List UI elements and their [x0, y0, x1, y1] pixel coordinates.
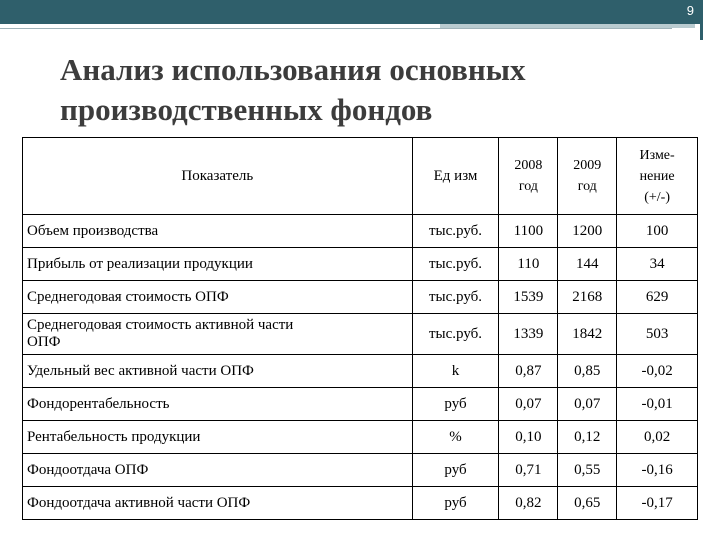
- row-2009: 0,55: [558, 454, 617, 487]
- row-name: Удельный вес активной части ОПФ: [23, 355, 413, 388]
- row-2008: 0,07: [499, 388, 558, 421]
- header-indicator: Показатель: [23, 138, 413, 215]
- header-change-line-2: нение: [639, 168, 675, 184]
- row-change: -0,16: [617, 454, 698, 487]
- row-unit: руб: [412, 454, 499, 487]
- row-name: Прибыль от реализации продукции: [23, 248, 413, 281]
- row-2008: 1539: [499, 281, 558, 314]
- row-2009: 1842: [558, 314, 617, 355]
- row-2008: 1339: [499, 314, 558, 355]
- row-name: Рентабельность продукции: [23, 421, 413, 454]
- title-line-1: Анализ использования основных: [60, 52, 526, 87]
- row-2009: 144: [558, 248, 617, 281]
- row-name: Фондоотдача ОПФ: [23, 454, 413, 487]
- header-2009-label: год: [577, 179, 597, 194]
- header-change-line-3: (+/-): [644, 189, 670, 205]
- top-bar: [0, 0, 720, 26]
- row-unit: руб: [412, 388, 499, 421]
- row-change: 503: [617, 314, 698, 355]
- row-change: 34: [617, 248, 698, 281]
- table-row: [23, 487, 698, 520]
- top-band: [0, 0, 700, 24]
- row-2009: 0,07: [558, 388, 617, 421]
- row-2008: 0,71: [499, 454, 558, 487]
- divider-line: [0, 28, 672, 29]
- header-change: [617, 138, 698, 215]
- header-2008: [499, 138, 558, 215]
- row-2008: 1100: [499, 215, 558, 248]
- row-change: 629: [617, 281, 698, 314]
- row-change: 100: [617, 215, 698, 248]
- table-row: [23, 314, 698, 355]
- header-2008-year: 2008: [514, 158, 543, 173]
- row-2009: 1200: [558, 215, 617, 248]
- row-2008: 0,82: [499, 487, 558, 520]
- row-change: -0,01: [617, 388, 698, 421]
- row-name-line-2: ОПФ: [27, 334, 61, 350]
- table-row: [23, 388, 698, 421]
- header-2009: [558, 138, 617, 215]
- row-unit: тыс.руб.: [412, 281, 499, 314]
- header-2009-year: 2009: [573, 158, 602, 173]
- row-2008: 0,87: [499, 355, 558, 388]
- side-accent-line: [700, 0, 703, 40]
- row-unit: руб: [412, 487, 499, 520]
- row-unit: тыс.руб.: [412, 248, 499, 281]
- row-2009: 0,85: [558, 355, 617, 388]
- row-name: Фондоотдача активной части ОПФ: [23, 487, 413, 520]
- row-2009: 0,12: [558, 421, 617, 454]
- table-row: [23, 355, 698, 388]
- header-change-line-1: Изме-: [639, 147, 675, 163]
- slide-number: 9: [686, 3, 694, 18]
- row-unit: %: [412, 421, 499, 454]
- data-table: [22, 137, 698, 520]
- row-2008: 110: [499, 248, 558, 281]
- row-unit: тыс.руб.: [412, 314, 499, 355]
- row-change: 0,02: [617, 421, 698, 454]
- row-unit: k: [412, 355, 499, 388]
- row-change: -0,17: [617, 487, 698, 520]
- row-unit: тыс.руб.: [412, 215, 499, 248]
- row-name: Фондорентабельность: [23, 388, 413, 421]
- table-row: [23, 248, 698, 281]
- table-row: [23, 215, 698, 248]
- header-2008-label: год: [518, 179, 538, 194]
- row-2009: 0,65: [558, 487, 617, 520]
- header-unit: Ед изм: [412, 138, 499, 215]
- title-line-2: производственных фондов: [60, 92, 433, 127]
- slide-title: [60, 50, 680, 130]
- row-change: -0,02: [617, 355, 698, 388]
- row-name: Объем производства: [23, 215, 413, 248]
- row-name: Среднегодовая стоимость ОПФ: [23, 281, 413, 314]
- row-name: [23, 314, 413, 355]
- table-row: [23, 454, 698, 487]
- row-2009: 2168: [558, 281, 617, 314]
- row-name-line-1: Среднегодовая стоимость активной части: [27, 317, 294, 333]
- table-row: [23, 421, 698, 454]
- table-header-row: [23, 138, 698, 215]
- row-2008: 0,10: [499, 421, 558, 454]
- table-row: [23, 281, 698, 314]
